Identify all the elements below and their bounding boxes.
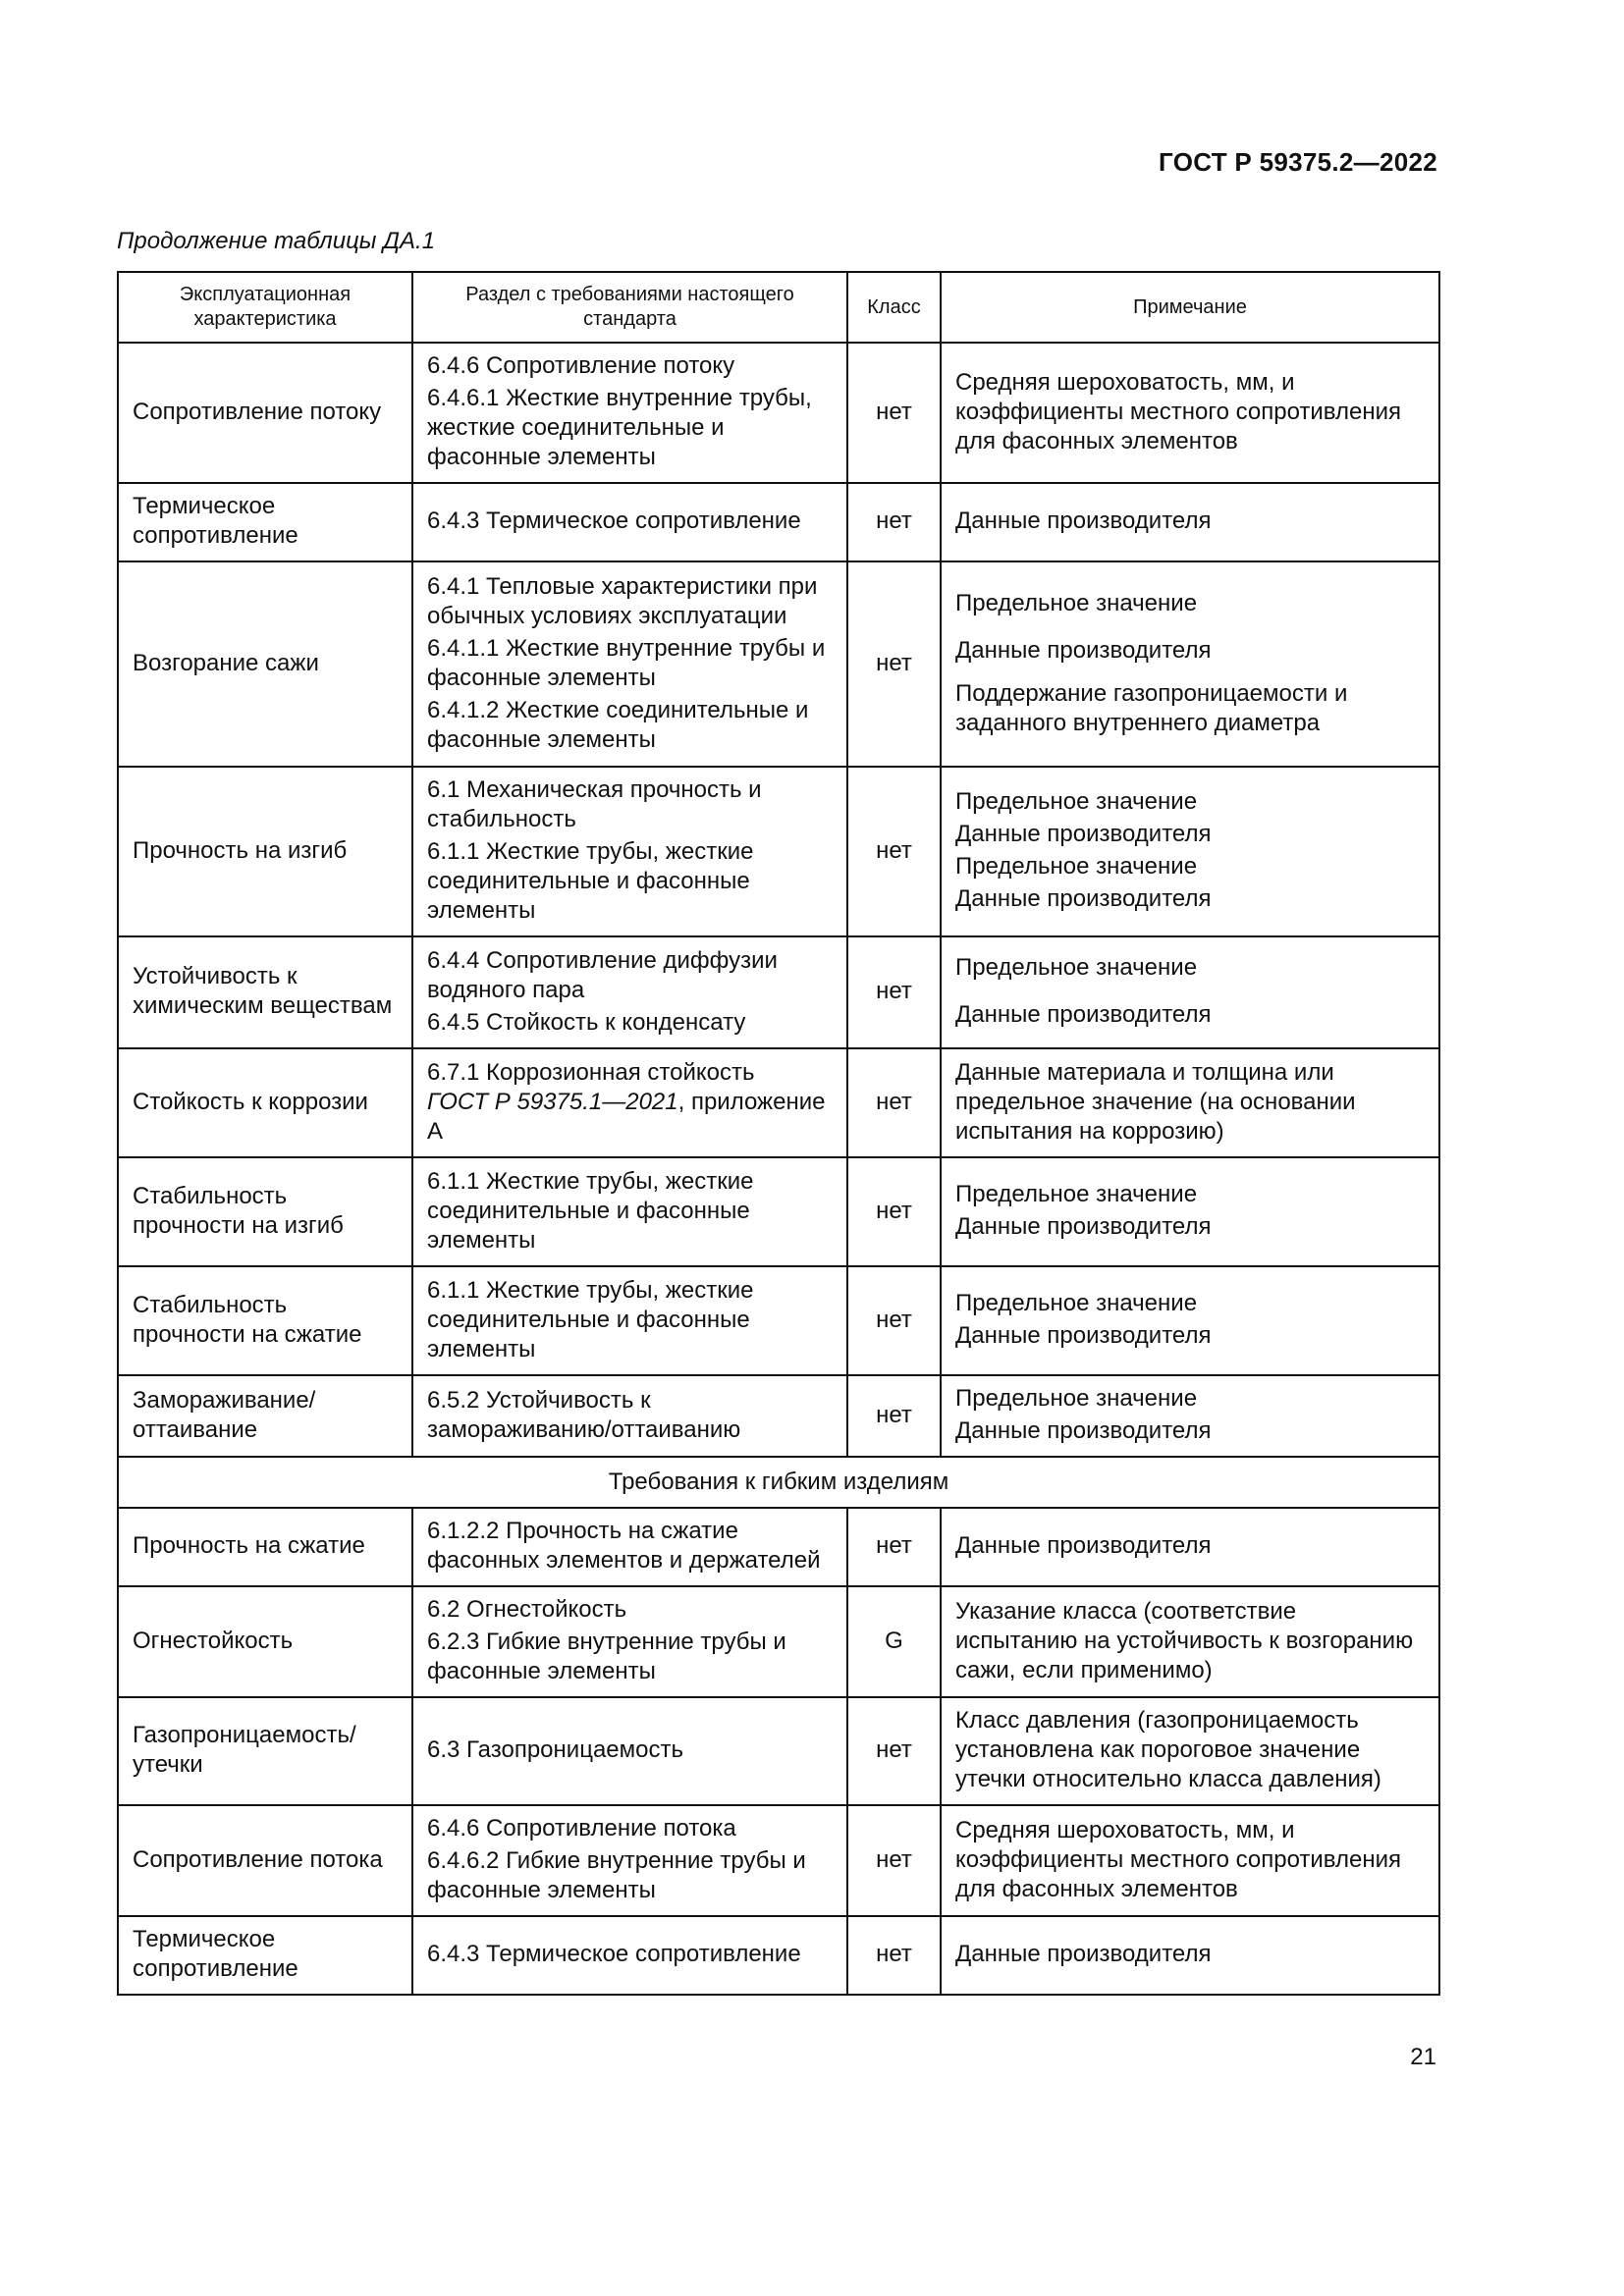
section-cell [412, 343, 847, 483]
note-text: Класс давления (газопроницаемость установлена как пороговое значение утечки относительно класса давления) [955, 1707, 1381, 1792]
section-ref: 6.5.2 Устойчивость к замораживанию/оттаиванию [427, 1386, 741, 1443]
class-cell: нет [847, 1508, 941, 1586]
class-cell: G [847, 1586, 941, 1697]
table-row [118, 936, 1439, 1048]
column-header-characteristic: Эксплуатационная характеристика [118, 272, 412, 343]
class-cell: нет [847, 767, 941, 936]
characteristic-cell: Стабильность прочности на сжатие [118, 1266, 412, 1375]
table-row [118, 1586, 1439, 1697]
section-ref: 6.4.6.1 Жесткие внутренние трубы, жесткие соединительные и фасонные элементы [427, 385, 812, 470]
note-text: Данные материала и толщина или предельное значение (на основании испытания на коррозию) [955, 1058, 1356, 1145]
section-ref: 6.2.3 Гибкие внутренние трубы и фасонные элементы [427, 1629, 786, 1684]
document-id: ГОСТ Р 59375.2—2022 [1159, 147, 1437, 177]
standard-reference: ГОСТ Р 59375.1—2021 [427, 1088, 678, 1115]
characteristic-cell: Огнестойкость [118, 1586, 412, 1697]
section-cell [412, 1586, 847, 1697]
section-ref: 6.4.5 Стойкость к конденсату [427, 1008, 746, 1036]
class-cell: нет [847, 1916, 941, 1995]
note-text: Данные производителя [955, 1941, 1212, 1967]
section-ref: 6.1.2.2 Прочность на сжатие фасонных элементов и держателей [427, 1518, 821, 1574]
section-cell [412, 1048, 847, 1157]
column-header-note: Примечание [941, 272, 1439, 343]
note-cell [941, 343, 1439, 483]
characteristic-cell: Газопроницаемость/ утечки [118, 1697, 412, 1805]
table-row [118, 343, 1439, 483]
section-ref: 6.4.4 Сопротивление диффузии водяного пара [427, 946, 778, 1003]
characteristic-cell: Термическое сопротивление [118, 1916, 412, 1995]
note-cell [941, 1916, 1439, 1995]
section-heading: Требования к гибким изделиям [118, 1457, 1439, 1508]
table-row [118, 1805, 1439, 1916]
note-text: Данные производителя [955, 1001, 1212, 1028]
characteristic-cell: Термическое сопротивление [118, 483, 412, 561]
section-cell [412, 1508, 847, 1586]
table-row [118, 1266, 1439, 1375]
section-cell [412, 767, 847, 936]
table-section-row [118, 1457, 1439, 1508]
class-cell: нет [847, 936, 941, 1048]
characteristic-cell: Стабильность прочности на изгиб [118, 1157, 412, 1266]
note-text: Данные производителя [955, 636, 1212, 664]
section-cell [412, 1697, 847, 1805]
table-caption: Продолжение таблицы ДА.1 [117, 228, 436, 254]
note-cell [941, 1048, 1439, 1157]
note-cell [941, 1508, 1439, 1586]
section-ref: 6.1.1 Жесткие трубы, жесткие соединительные и фасонные элементы [427, 838, 754, 924]
note-text: Предельное значение [955, 954, 1198, 981]
note-text: Данные производителя [955, 507, 1212, 534]
section-ref: 6.4.6 Сопротивление потоку [427, 352, 735, 379]
characteristic-cell: Стойкость к коррозии [118, 1048, 412, 1157]
note-text: Данные производителя [955, 1322, 1212, 1349]
class-cell: нет [847, 1048, 941, 1157]
note-text: Предельное значение [955, 589, 1198, 616]
table-row [118, 1157, 1439, 1266]
section-cell [412, 483, 847, 561]
class-cell: нет [847, 483, 941, 561]
section-ref: 6.1.1 Жесткие трубы, жесткие соединительные и фасонные элементы [427, 1167, 754, 1254]
table-row [118, 767, 1439, 936]
table-row [118, 483, 1439, 561]
class-cell: нет [847, 1697, 941, 1805]
section-ref: 6.7.1 Коррозионная стойкость [427, 1058, 755, 1086]
section-cell [412, 561, 847, 767]
note-text: Данные производителя [955, 885, 1212, 912]
note-text: Данные производителя [955, 1213, 1212, 1240]
section-ref: 6.1 Механическая прочность и стабильность [427, 776, 762, 832]
table-row [118, 561, 1439, 767]
characteristic-cell: Возгорание сажи [118, 561, 412, 767]
section-ref: 6.4.1 Тепловые характеристики при обычных условиях эксплуатации [427, 572, 818, 629]
section-ref: 6.4.3 Термическое сопротивление [427, 1941, 801, 1967]
column-header-class: Класс [847, 272, 941, 343]
section-cell [412, 1157, 847, 1266]
class-cell: нет [847, 1375, 941, 1457]
characteristic-cell: Прочность на изгиб [118, 767, 412, 936]
note-cell [941, 1266, 1439, 1375]
column-header-section: Раздел с требованиями настоящего стандарта [412, 272, 847, 343]
note-text: Поддержание газопроницаемости и заданного внутреннего диаметра [955, 679, 1348, 736]
table-row [118, 1697, 1439, 1805]
note-text: Предельное значение [955, 1385, 1198, 1412]
section-ref: 6.2 Огнестойкость [427, 1596, 627, 1623]
characteristic-cell: Замораживание/оттаивание [118, 1375, 412, 1457]
note-cell [941, 483, 1439, 561]
section-ref: 6.1.1 Жесткие трубы, жесткие соединительные и фасонные элементы [427, 1276, 754, 1362]
section-ref-suffix: , приложение А [427, 1088, 826, 1145]
section-ref: 6.4.1.2 Жесткие соединительные и фасонные элементы [427, 696, 809, 753]
class-cell: нет [847, 1266, 941, 1375]
class-cell: нет [847, 343, 941, 483]
note-text: Указание класса (соответствие испытанию на устойчивость к возгоранию сажи, если применимо) [955, 1597, 1414, 1683]
page-number: 21 [1410, 2044, 1436, 2070]
section-cell [412, 936, 847, 1048]
section-ref: 6.4.6.2 Гибкие внутренние трубы и фасонные элементы [427, 1847, 806, 1903]
note-text: Средняя шероховатость, мм, и коэффициенты местного сопротивления для фасонных элементов [955, 368, 1401, 454]
note-cell [941, 936, 1439, 1048]
note-cell [941, 1375, 1439, 1457]
note-text: Данные производителя [955, 1532, 1212, 1559]
note-cell [941, 767, 1439, 936]
note-cell [941, 561, 1439, 767]
table-header-row [118, 272, 1439, 343]
section-cell [412, 1375, 847, 1457]
table-row [118, 1916, 1439, 1995]
class-cell: нет [847, 1157, 941, 1266]
class-cell: нет [847, 1805, 941, 1916]
table-row [118, 1048, 1439, 1157]
note-cell [941, 1157, 1439, 1266]
note-text: Предельное значение [955, 788, 1198, 815]
note-text: Данные производителя [955, 1417, 1212, 1444]
table-row [118, 1375, 1439, 1457]
table-row [118, 1508, 1439, 1586]
note-cell [941, 1586, 1439, 1697]
section-cell [412, 1805, 847, 1916]
characteristic-cell: Устойчивость к химическим веществам [118, 936, 412, 1048]
section-ref: 6.3 Газопроницаемость [427, 1736, 683, 1763]
note-text: Данные производителя [955, 821, 1212, 847]
note-text: Предельное значение [955, 1290, 1198, 1316]
note-cell [941, 1697, 1439, 1805]
characteristic-cell: Сопротивление потока [118, 1805, 412, 1916]
characteristic-cell: Прочность на сжатие [118, 1508, 412, 1586]
section-cell [412, 1266, 847, 1375]
note-cell [941, 1805, 1439, 1916]
section-ref: 6.4.3 Термическое сопротивление [427, 507, 801, 534]
requirements-table [117, 271, 1440, 1996]
section-ref: 6.4.1.1 Жесткие внутренние трубы и фасонные элементы [427, 634, 826, 691]
section-cell [412, 1916, 847, 1995]
note-text: Предельное значение [955, 853, 1198, 880]
section-ref: 6.4.6 Сопротивление потока [427, 1815, 736, 1842]
class-cell: нет [847, 561, 941, 767]
characteristic-cell: Сопротивление потоку [118, 343, 412, 483]
note-text: Средняя шероховатость, мм, и коэффициенты местного сопротивления для фасонных элементов [955, 1816, 1401, 1902]
note-text: Предельное значение [955, 1181, 1198, 1207]
